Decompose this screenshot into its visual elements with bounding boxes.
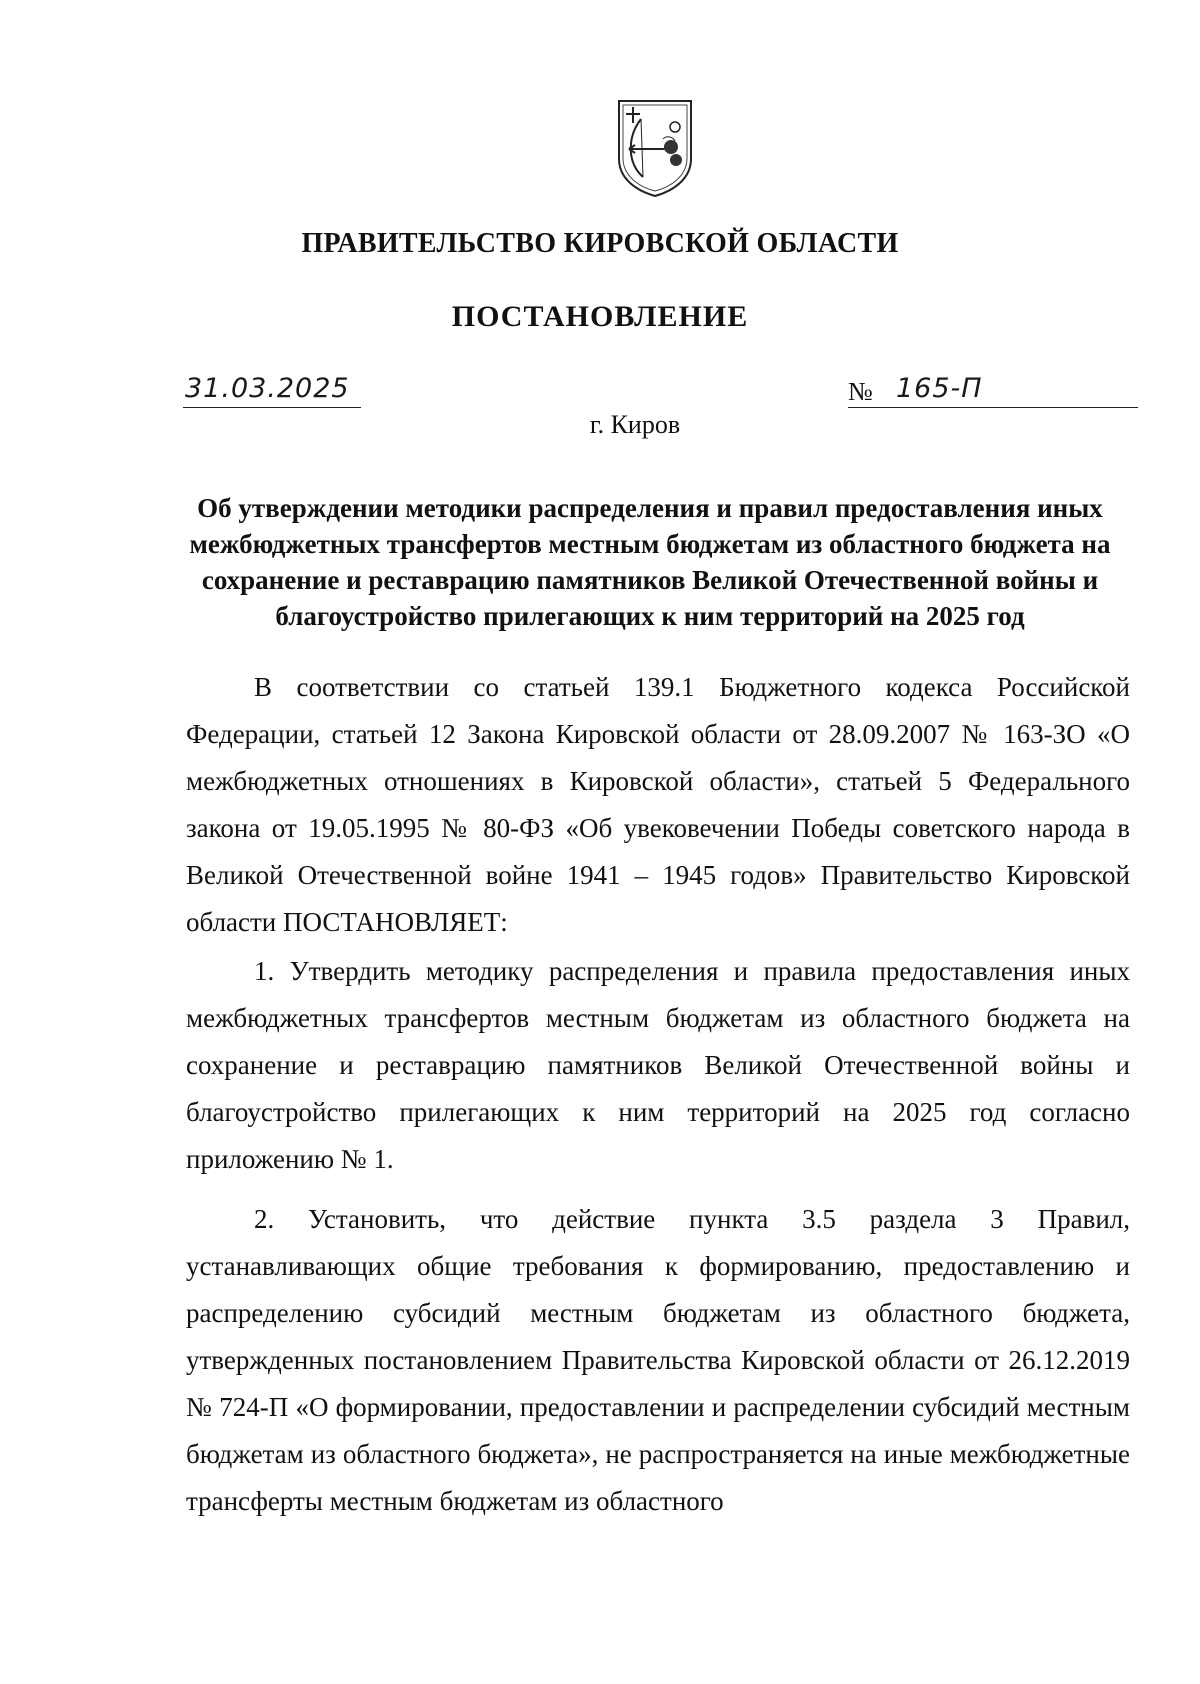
handwritten-date: 31.03.2025 [185,373,350,404]
document-type: ПОСТАНОВЛЕНИЕ [451,300,749,333]
document-heading: Об утверждении методики распределения и правил предоставления иных межбюджетных трансфертов местным бюджетам из областного бюджета на сохранение и реставрацию памятников Великой Отечественной войны и благоустройство прилегающих к ним территорий на 2025 год [189,493,1111,631]
number-sign: № [848,377,873,406]
document-body [186,664,1130,1525]
handwritten-number: 165-П [896,373,983,404]
paragraph-item-2: 2. Установить, что действие пункта 3.5 раздела 3 Правил, устанавливающих общие требования к формированию, предоставлению и распределению субсидий местным бюджетам из областного бюджета, утвержденных постановлением Правительства Кировской области от 26.12.2019 № 724-П «О формировании, предоставлении и распределении субсидий местным бюджетам из областного бюджета», не распространяется на иные межбюджетные трансферты местным бюджетам из областного [186,1204,1130,1516]
government-title: ПРАВИТЕЛЬСТВО КИРОВСКОЙ ОБЛАСТИ [301,228,899,259]
paragraph-item-1: 1. Утвердить методику распределения и правила предоставления иных межбюджетных трансфертов местным бюджетам из областного бюджета на сохранение и реставрацию памятников Великой Отечественной войны и благоустройство прилегающих к ним территорий на 2025 год согласно приложению № 1. [186,956,1130,1174]
city-label: г. Киров [589,410,681,439]
paragraph-preamble: В соответствии со статьей 139.1 Бюджетного кодекса Российской Федерации, статьей 12 Закона Кировской области от 28.09.2007 № 163-ЗО «О межбюджетных отношениях в Кировской области», статьей 5 Федерального закона от 19.05.1995 № 80-ФЗ «Об увековечении Победы советского народа в Великой Отечественной войне 1941 – 1945 годов» Правительство Кировской области ПОСТАНОВЛЯЕТ: [186,672,1130,937]
coat-of-arms-icon [615,97,695,199]
date-field [183,373,361,408]
number-field [848,373,1138,408]
